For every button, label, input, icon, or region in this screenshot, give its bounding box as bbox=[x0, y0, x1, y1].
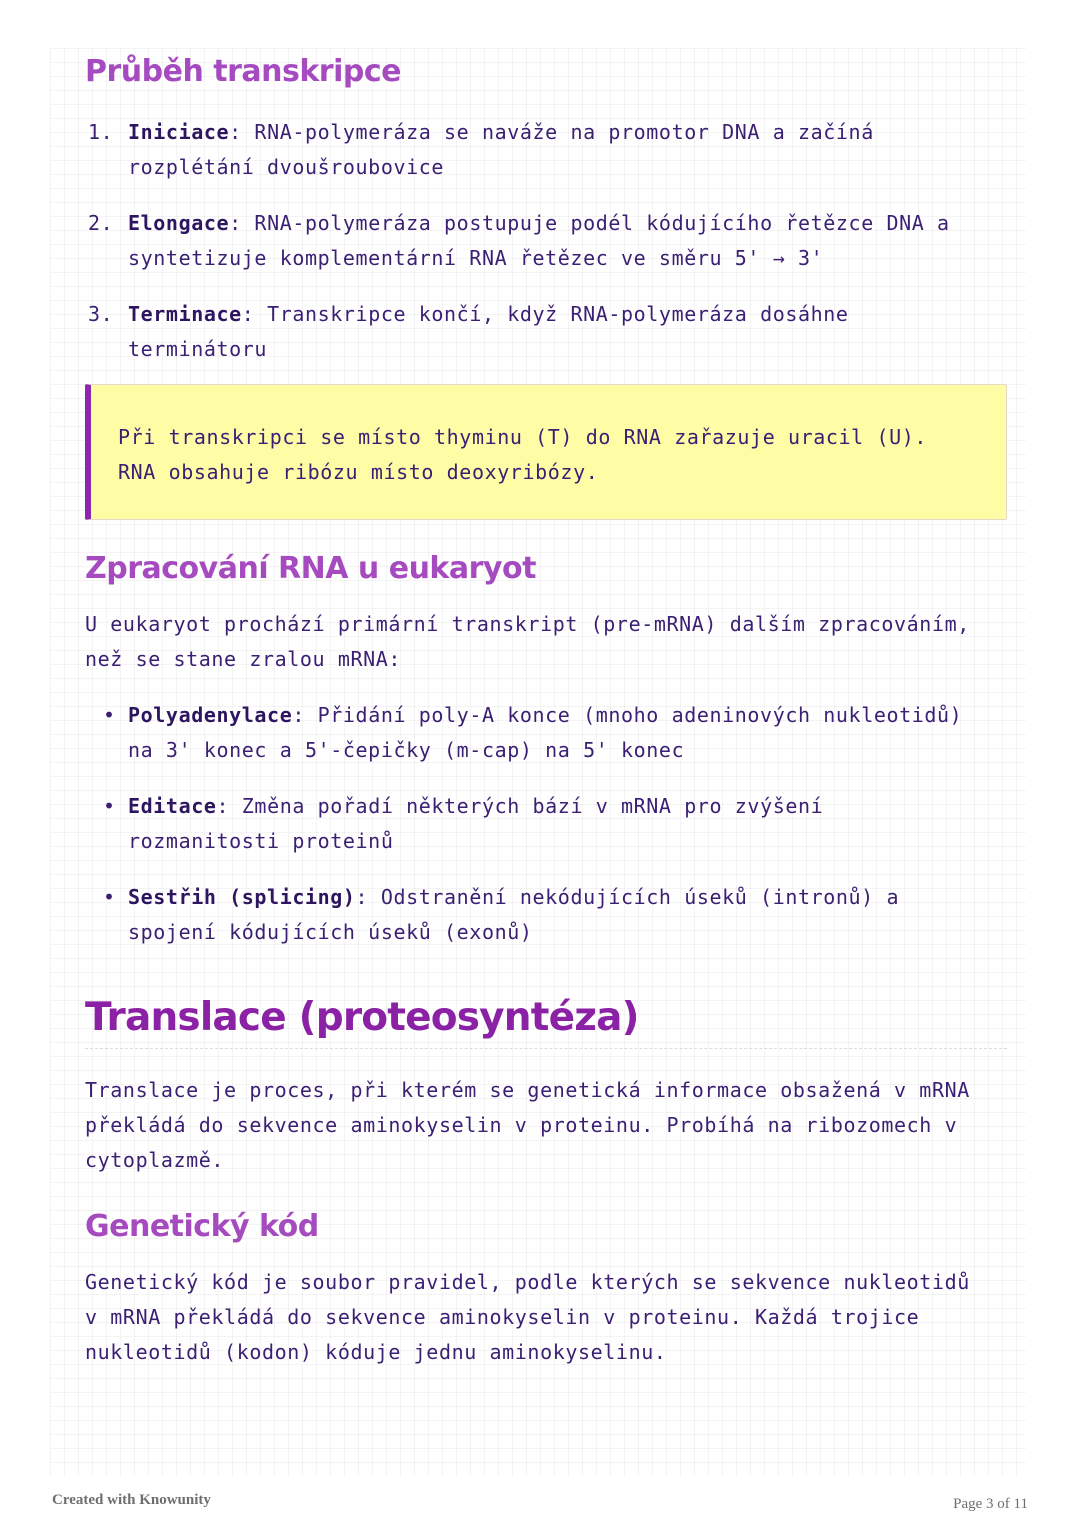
term: Editace bbox=[128, 794, 217, 818]
highlight-note bbox=[85, 384, 1007, 520]
term: Iniciace bbox=[128, 120, 230, 144]
geneticky-kod-paragraph bbox=[85, 1265, 1007, 1370]
paragraph-line: U eukaryot prochází primární transkript (pre-mRNA) dalším zpracováním, bbox=[85, 612, 970, 636]
item-text-cont: spojení kódujících úseků (exonů) bbox=[128, 920, 533, 944]
heading-geneticky-kod: Genetický kód bbox=[85, 1209, 319, 1244]
item-text: : Transkripce končí, když RNA-polymeráza dosáhne bbox=[241, 302, 849, 326]
item-text-cont: terminátoru bbox=[128, 337, 268, 361]
list-item-polyadenylace bbox=[85, 698, 1007, 768]
paragraph-line: cytoplazmě. bbox=[85, 1148, 225, 1172]
term: Sestřih (splicing) bbox=[128, 885, 356, 909]
term: Polyadenylace bbox=[128, 703, 293, 727]
item-text-cont: rozmanitosti proteinů bbox=[128, 829, 394, 853]
list-item-sestrih bbox=[85, 880, 1007, 950]
page-number: Page 3 of 11 bbox=[953, 1496, 1028, 1512]
bullet-icon: • bbox=[103, 703, 116, 727]
item-text-cont: syntetizuje komplementární RNA řetězec ve směru 5' → 3' bbox=[128, 246, 824, 270]
page-content bbox=[85, 48, 1007, 1370]
term: Elongace bbox=[128, 211, 230, 235]
item-text: : RNA-polymeráza se naváže na promotor DNA a začíná bbox=[229, 120, 874, 144]
heading-translace: Translace (proteosyntéza) bbox=[85, 995, 639, 1040]
processing-bullet-list bbox=[85, 698, 1007, 950]
list-number: 2. bbox=[88, 211, 114, 235]
zpracovani-intro bbox=[85, 607, 1007, 677]
footer-credit: Created with Knowunity bbox=[52, 1492, 211, 1508]
list-item-editace bbox=[85, 789, 1007, 859]
heading-divider bbox=[85, 1048, 1007, 1049]
item-text: : RNA-polymeráza postupuje podél kódujícího řetězce DNA a bbox=[229, 211, 950, 235]
note-text-cont: RNA obsahuje ribózu místo deoxyribózy. bbox=[118, 460, 599, 484]
note-text: Při transkripci se místo thyminu (T) do RNA zařazuje uracil (U). bbox=[118, 425, 928, 449]
item-text: : Přidání poly-A konce (mnoho adeninových nukleotidů) bbox=[292, 703, 963, 727]
term: Terminace bbox=[128, 302, 242, 326]
paragraph-line: nukleotidů (kodon) kóduje jednu aminokyselinu. bbox=[85, 1340, 667, 1364]
paragraph-line: Genetický kód je soubor pravidel, podle kterých se sekvence nukleotidů bbox=[85, 1270, 970, 1294]
list-number: 3. bbox=[88, 302, 114, 326]
paragraph-line: překládá do sekvence aminokyselin v proteinu. Probíhá na ribozomech v bbox=[85, 1113, 958, 1137]
list-item-iniciace bbox=[85, 115, 1007, 185]
heading-zpracovani-rna: Zpracování RNA u eukaryot bbox=[85, 551, 536, 586]
bullet-icon: • bbox=[103, 885, 116, 909]
item-text-cont: na 3' konec a 5'-čepičky (m-cap) na 5' konec bbox=[128, 738, 685, 762]
bullet-icon: • bbox=[103, 794, 116, 818]
item-text: : Změna pořadí některých bází v mRNA pro zvýšení bbox=[216, 794, 824, 818]
translace-paragraph bbox=[85, 1073, 1007, 1178]
item-text: : Odstranění nekódujících úseků (intronů) a bbox=[355, 885, 900, 909]
list-number: 1. bbox=[88, 120, 114, 144]
paragraph-line: v mRNA překládá do sekvence aminokyselin v proteinu. Každá trojice bbox=[85, 1305, 920, 1329]
list-item-terminace bbox=[85, 297, 1007, 367]
transcription-steps-list bbox=[85, 115, 1007, 367]
paragraph-line: Translace je proces, při kterém se genetická informace obsažená v mRNA bbox=[85, 1078, 970, 1102]
paragraph-line: než se stane zralou mRNA: bbox=[85, 647, 402, 671]
heading-prubeh-transkripce: Průběh transkripce bbox=[85, 54, 401, 89]
item-text-cont: rozplétání dvoušroubovice bbox=[128, 155, 445, 179]
list-item-elongace bbox=[85, 206, 1007, 276]
